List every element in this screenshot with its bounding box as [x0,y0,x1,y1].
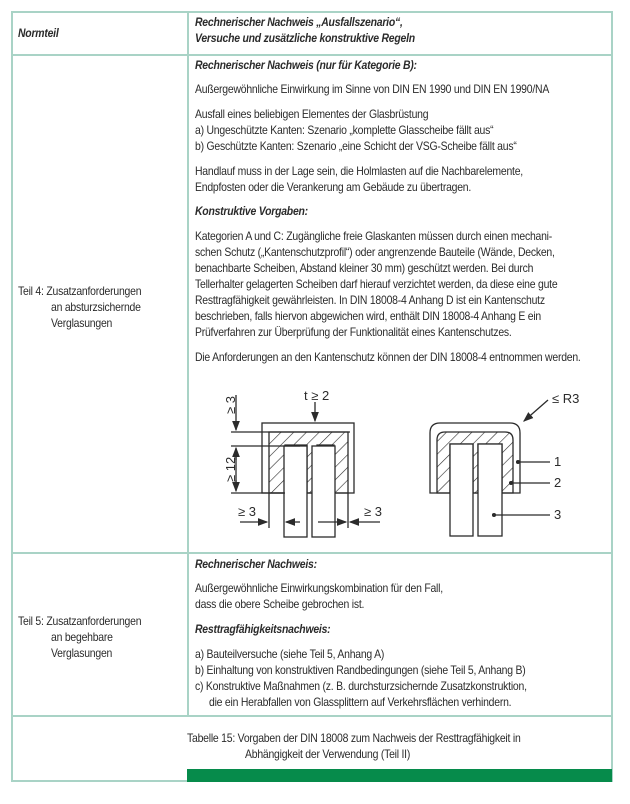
header-nachweis-line1: Rechnerischer Nachweis „Ausfallszenario“, [195,16,403,29]
caption-line: Tabelle 15: Vorgaben der DIN 18008 zum Nachweis der Resttragfähigkeit in [187,732,521,745]
section-heading: Rechnerischer Nachweis (nur für Kategorie B): [195,59,417,72]
caption-accent-bar [187,769,612,782]
list-item: b) Einhaltung von konstruktiven Randbedingungen (siehe Teil 5, Anhang B) [195,664,526,677]
paragraph: Außergewöhnliche Einwirkung im Sinne von DIN EN 1990 und DIN EN 1990/NA [195,83,550,96]
glass-pane [312,446,335,537]
paragraph-line: Ausfall eines beliebigen Elementes der Glasbrüstung [195,108,429,121]
paragraph-line: Kategorien A und C: Zugängliche freie Glaskanten müssen durch einen mechani- [195,230,553,243]
paragraph-line: b) Geschützte Kanten: Szenario „eine Schicht der VSG-Scheibe fällt aus“ [195,140,517,153]
part-label-line: an absturzsichernde [51,301,141,314]
dim-top-label: ≥ 3 [223,396,238,414]
glass-pane [450,444,473,536]
dim-thickness-label: t ≥ 2 [304,388,330,403]
list-item: die ein Herabfallen von Glassplittern auf Verkehrsflächen verhindern. [209,696,512,709]
diagram-labeled-profile [430,400,550,536]
dim-height-label: ≥ 12 [223,456,238,482]
paragraph-line: beschrieben, falls hiervon abgewichen wird, enthält DIN 18008-4 Anhang E ein [195,310,542,323]
header-normteil: Normteil [18,27,59,40]
part-label-line: an begehbare [51,631,113,644]
caption-line: Abhängigkeit der Verwendung (Teil II) [245,748,411,761]
list-item: a) Bauteilversuche (siehe Teil 5, Anhang A) [195,648,385,661]
part-label-line: Teil 5: Zusatzanforderungen [18,615,142,628]
paragraph-line: schen Schutz („Kantenschutzprofil“) oder angrenzende Bauteile (Wände, Decken, [195,246,555,259]
paragraph: Die Anforderungen an den Kantenschutz können der DIN 18008-4 entnommen werden. [195,351,581,364]
part-label-line: Verglasungen [51,317,113,330]
part-label-line: Verglasungen [51,647,113,660]
part-label-line: Teil 4: Zusatzanforderungen [18,285,142,298]
callout-label-2: 2 [554,475,562,490]
hatched-inlay [269,432,348,493]
glass-pane [284,446,307,537]
paragraph-line: Prüfverfahren zur Überprüfung der Funktionalität eines Kantenschutzes. [195,326,512,339]
dim-left-label: ≥ 3 [238,504,256,519]
radius-label: ≤ R3 [552,391,580,406]
paragraph-line: benachbarte Scheiben, Abstand kleiner 30 mm) geschützt werden. Bei durch [195,262,534,275]
paragraph-line: Außergewöhnliche Einwirkungskombination für den Fall, [195,582,443,595]
list-item: c) Konstruktive Maßnahmen (z. B. durchsturzsichernde Zusatzkonstruktion, [195,680,527,693]
section-heading: Resttragfähigkeitsnachweis: [195,623,331,636]
section-heading: Rechnerischer Nachweis: [195,558,317,571]
paragraph-line: Handlauf muss in der Lage sein, die Holmlasten auf die Nachbarelemente, [195,165,523,178]
glass-pane [478,444,502,536]
paragraph-line: a) Ungeschützte Kanten: Szenario „komplette Glasscheibe fällt aus“ [195,124,494,137]
callout-label-3: 3 [554,507,562,522]
paragraph-line: Resttragfähigkeit gewährleisten. In DIN 18008-4 Anhang D ist ein Kantenschutz [195,294,545,307]
paragraph-line: Tellerhalter gelagerten Scheiben darf hierauf verzichtet werden, da diese eine gute [195,278,558,291]
header-nachweis-line2: Versuche und zusätzliche konstruktive Regeln [195,32,415,45]
section-heading: Konstruktive Vorgaben: [195,205,308,218]
callout-label-1: 1 [554,454,562,469]
paragraph-line: Endpfosten oder die Verankerung am Gebäude zu übertragen. [195,181,472,194]
dim-right-label: ≥ 3 [364,504,382,519]
paragraph-line: dass die obere Scheibe gebrochen ist. [195,598,365,611]
